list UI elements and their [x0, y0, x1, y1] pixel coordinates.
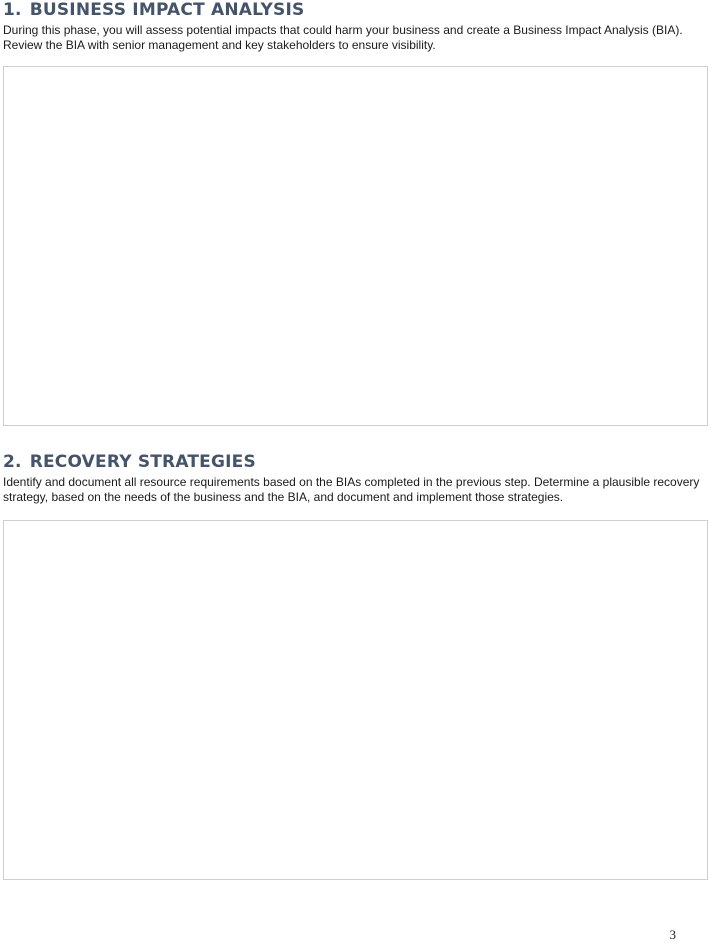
- section-description: Identify and document all resource requirements based on the BIAs completed in the previous step. Determine a plausible recovery strategy, based on the needs of the business and the BIA, and document and implement those strategies.: [3, 475, 700, 504]
- section-recovery-strategies: [3, 452, 708, 505]
- bia-entry-box[interactable]: [3, 66, 708, 426]
- page-number: 3: [669, 927, 676, 942]
- section-number: 2.: [3, 452, 22, 472]
- section-description: During this phase, you will assess potential impacts that could harm your business and create a Business Impact Analysis (BIA). Review the BIA with senior management and key stakeholders to ensure visibility.: [3, 23, 683, 52]
- section-title: RECOVERY STRATEGIES: [29, 452, 256, 472]
- section-title: BUSINESS IMPACT ANALYSIS: [29, 0, 305, 20]
- section-business-impact-analysis: [3, 0, 708, 53]
- section-number: 1.: [3, 0, 22, 20]
- recovery-strategies-entry-box[interactable]: [3, 520, 708, 880]
- section-heading: [3, 452, 708, 473]
- section-heading: [3, 0, 708, 21]
